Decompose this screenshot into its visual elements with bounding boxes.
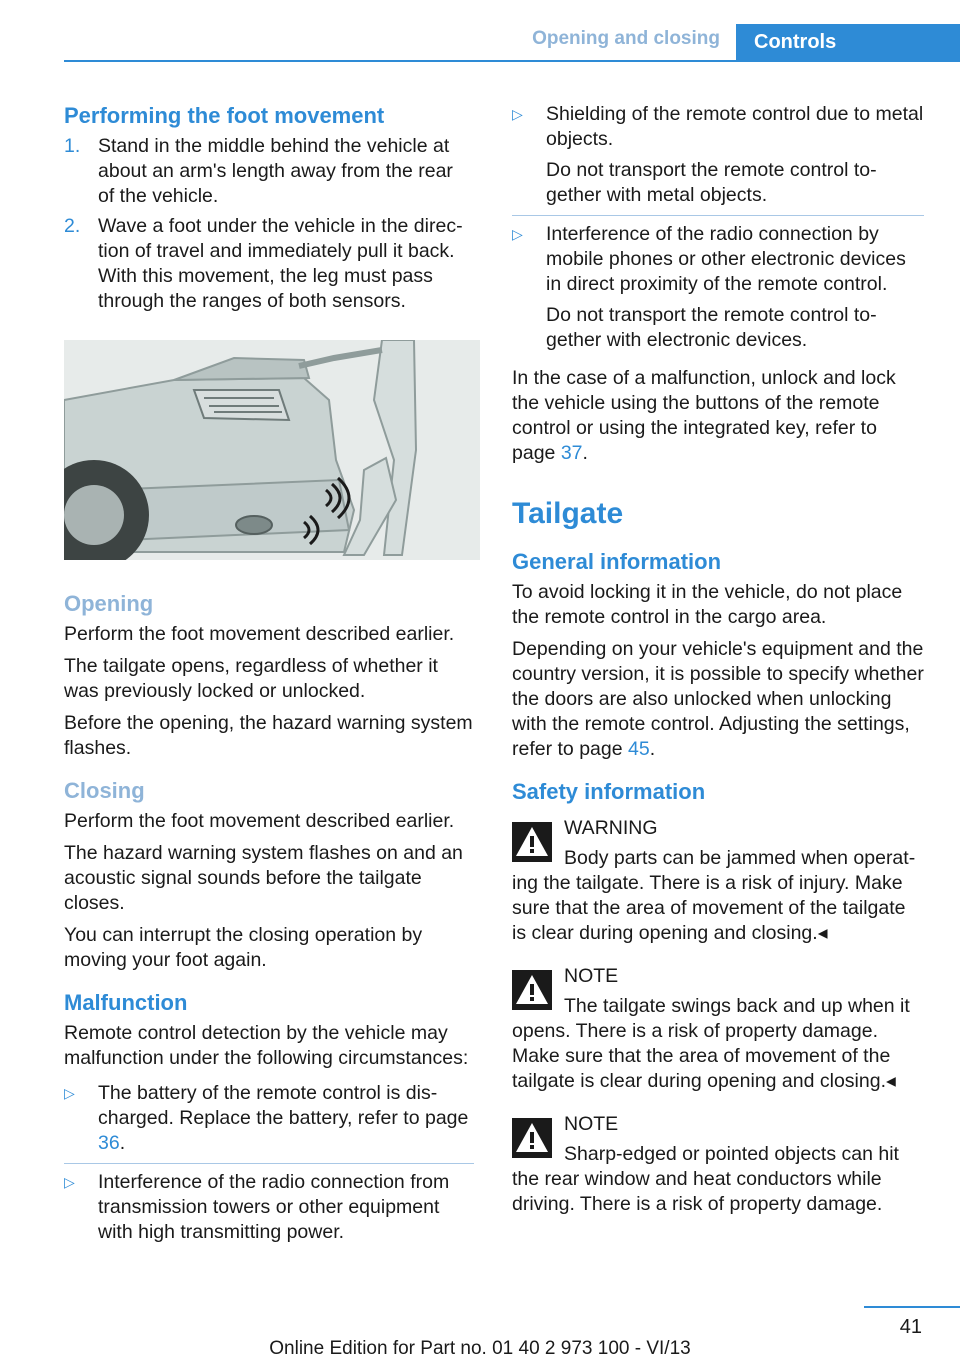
bullet-text-end: . — [119, 1132, 126, 1154]
bullet-triangle-icon: ▷ — [512, 106, 523, 122]
list-item — [512, 102, 924, 216]
page-link[interactable]: 37 — [560, 442, 583, 464]
step-number: 1. — [64, 135, 81, 157]
step-item — [64, 134, 474, 209]
warning-triangle-icon — [512, 1118, 552, 1158]
warning-triangle-icon — [512, 970, 552, 1010]
warning-text: Body parts can be jammed when operating the tailgate. There is a risk of injury. Make sure that the area of movement of the tailgate is clear during opening and closing.◂ — [512, 847, 916, 944]
bullet-advice: Do not transport the remote control together with electronic devices. — [546, 304, 877, 351]
remedy-text-end: . — [582, 442, 588, 464]
general-information-heading: General information — [512, 549, 722, 574]
opening-paragraph-1: Perform the foot movement described earlier. — [64, 623, 455, 645]
closing-paragraph-2: The hazard warning system flashes on and an acoustic signal sounds before the tailgate closes. — [64, 842, 463, 914]
bullet-triangle-icon: ▷ — [512, 226, 523, 242]
step-number: 2. — [64, 215, 81, 237]
list-item — [64, 1081, 474, 1164]
step-text: Stand in the middle behind the vehicle at about an arm's length away from the rear of the vehicle. — [98, 135, 453, 207]
malfunction-causes-list-continued — [512, 102, 924, 360]
general-text-end: . — [649, 738, 656, 760]
remedy-text: In the case of a malfunction, unlock and lock the vehicle using the buttons of the remote control or using the integrated key, refer to page — [512, 367, 896, 464]
note-box — [512, 1112, 924, 1217]
bullet-text: Shielding of the remote control due to metal objects. — [546, 103, 924, 150]
step-item — [64, 214, 474, 314]
header-rule — [64, 60, 960, 62]
note-label: NOTE — [564, 1113, 619, 1135]
general-text: Depending on your vehicle's equipment and the country version, it is possible to specify whether the doors are also unlocked when unlocking with the remote control. Adjusting the settings, refer to page — [512, 638, 924, 760]
header-chapter-tab: Controls — [736, 24, 960, 62]
page-header — [0, 0, 960, 62]
foot-movement-illustration — [64, 340, 480, 560]
bullet-triangle-icon: ▷ — [64, 1085, 75, 1101]
note-text: Sharp-edged or pointed objects can hit the rear window and heat conductors while driving. There is a risk of property damage. — [512, 1143, 899, 1215]
malfunction-paragraph: Remote control detection by the vehicle may malfunction under the following circumstances: — [64, 1022, 469, 1069]
warning-box — [512, 816, 924, 946]
tailgate-heading: Tailgate — [512, 497, 624, 530]
list-item — [64, 1170, 474, 1252]
step-text: Wave a foot under the vehicle in the direction of travel and immediately pull it back. With this movement, the leg must pass through the ranges of both sensors. — [98, 215, 463, 312]
general-paragraph-1: To avoid locking it in the vehicle, do not place the remote control in the cargo area. — [512, 581, 903, 628]
page-link[interactable]: 36 — [98, 1132, 120, 1154]
warning-label: WARNING — [564, 817, 658, 839]
safety-information-heading: Safety information — [512, 779, 706, 804]
footer-rule — [864, 1306, 960, 1308]
note-label: NOTE — [564, 965, 619, 987]
foot-movement-heading: Performing the foot movement — [64, 103, 385, 128]
left-column — [64, 102, 474, 1258]
opening-heading: Opening — [64, 591, 154, 616]
opening-paragraph-2: The tailgate opens, regardless of whether it was previously locked or unlocked. — [64, 655, 438, 702]
header-section-title: Opening and closing — [532, 28, 720, 49]
malfunction-heading: Malfunction — [64, 990, 188, 1015]
bullet-advice: Do not transport the remote control together with metal objects. — [546, 159, 877, 206]
general-paragraph-2 — [512, 637, 924, 762]
malfunction-causes-list — [64, 1081, 474, 1252]
edition-footer: Online Edition for Part no. 01 40 2 973 100 - VI/13 — [269, 1338, 691, 1359]
warning-triangle-icon — [512, 822, 552, 862]
bullet-triangle-icon: ▷ — [64, 1174, 75, 1190]
closing-paragraph-1: Perform the foot movement described earlier. — [64, 810, 455, 832]
malfunction-remedy-paragraph — [512, 366, 924, 466]
bullet-text: Interference of the radio connection by mobile phones or other electronic devices in direct proximity of the remote control. — [546, 223, 906, 295]
page-number: 41 — [899, 1316, 922, 1338]
note-box — [512, 964, 924, 1094]
list-item — [512, 222, 924, 360]
car-rear-illustration — [64, 340, 480, 560]
bullet-text: The battery of the remote control is discharged. Replace the battery, refer to page — [98, 1082, 469, 1129]
closing-paragraph-3: You can interrupt the closing operation by moving your foot again. — [64, 924, 423, 971]
right-column — [512, 102, 924, 1235]
note-text: The tailgate swings back and up when it opens. There is a risk of property damage. Make sure that the area of movement of the tailgate is clear during opening and closing.◂ — [512, 995, 910, 1092]
opening-paragraph-3: Before the opening, the hazard warning system flashes. — [64, 712, 473, 759]
closing-heading: Closing — [64, 778, 145, 803]
bullet-text: Interference of the radio connection from transmission towers or other equipment with high transmitting power. — [98, 1171, 450, 1243]
page-link[interactable]: 45 — [628, 738, 650, 760]
foot-movement-steps — [64, 134, 474, 314]
